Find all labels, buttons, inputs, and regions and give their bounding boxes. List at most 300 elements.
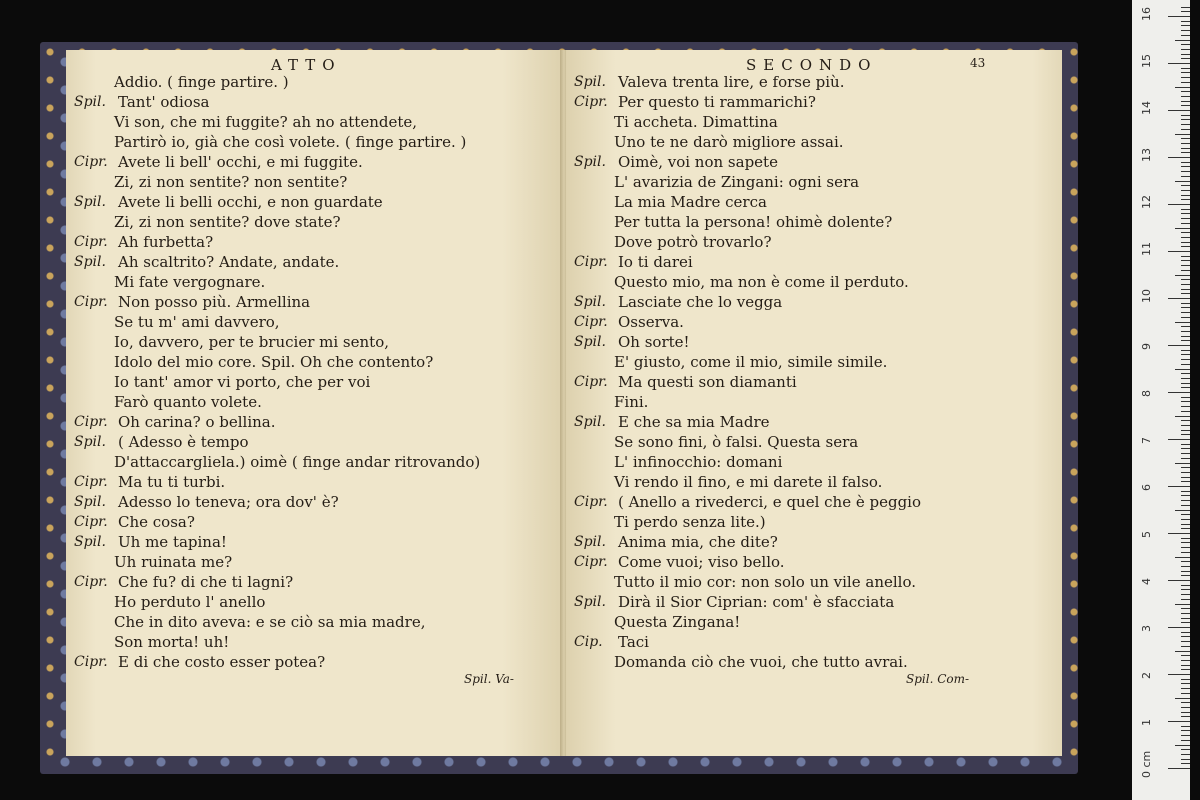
- ruler-label: 15: [1140, 54, 1153, 68]
- ruler-tick: [1181, 622, 1190, 623]
- speaker-name: Spil.: [74, 434, 106, 450]
- ruler-tick: [1168, 674, 1190, 675]
- ruler-tick: [1181, 730, 1190, 731]
- verse-text: Avete li belli occhi, e non guardate: [118, 193, 383, 211]
- text-line: [574, 432, 1044, 452]
- verse-text: Ma tu ti turbi.: [118, 473, 226, 491]
- ruler-tick: [1181, 91, 1190, 92]
- ruler-tick: [1181, 763, 1190, 764]
- verse-text: Se sono fini, ò falsi. Questa sera: [614, 433, 859, 451]
- verse-text: E di che costo esser potea?: [118, 653, 326, 671]
- verse-text: Io tant' amor vi porto, che per voi: [114, 373, 371, 391]
- ruler-tick: [1175, 463, 1190, 464]
- ruler-tick: [1181, 453, 1190, 454]
- verse-text: Oimè, voi non sapete: [618, 153, 778, 171]
- ruler-tick: [1181, 35, 1190, 36]
- ruler-tick: [1168, 533, 1190, 534]
- verse-text: Che cosa?: [118, 513, 195, 531]
- ruler-tick: [1181, 303, 1190, 304]
- text-line: [574, 632, 1044, 652]
- speaker-name: Cipr.: [574, 554, 608, 570]
- ruler-tick: [1168, 768, 1190, 769]
- text-line: [574, 532, 1044, 552]
- speaker-name: Cipr.: [74, 474, 108, 490]
- verse-text: D'attaccargliela.) oimè ( finge andar ritrovando): [114, 453, 481, 471]
- verse-text: Partirò io, già che così volete. ( finge partire. ): [114, 133, 467, 151]
- ruler-tick: [1181, 665, 1190, 666]
- ruler-label: 3: [1140, 625, 1153, 632]
- ruler-tick: [1181, 378, 1190, 379]
- ruler-tick: [1181, 707, 1190, 708]
- text-line: [74, 412, 544, 432]
- ruler-tick: [1181, 693, 1190, 694]
- ruler-tick: [1181, 213, 1190, 214]
- ruler-tick: [1181, 96, 1190, 97]
- ruler-tick: [1168, 110, 1190, 111]
- text-line: [74, 212, 544, 232]
- ruler-tick: [1181, 312, 1190, 313]
- ruler-tick: [1181, 54, 1190, 55]
- left-page: [66, 50, 562, 756]
- ruler-label: 14: [1140, 101, 1153, 115]
- ruler-tick: [1168, 580, 1190, 581]
- ruler-tick: [1181, 571, 1190, 572]
- ruler-tick: [1181, 542, 1190, 543]
- text-line: [574, 332, 1044, 352]
- speaker-name: Cipr.: [74, 154, 108, 170]
- ruler-tick: [1181, 11, 1190, 12]
- ruler-tick: [1181, 495, 1190, 496]
- text-line: [74, 272, 544, 292]
- verse-text: L' avarizia de Zingani: ogni sera: [614, 173, 860, 191]
- ruler-label: 9: [1140, 343, 1153, 350]
- speaker-name: Spil.: [74, 494, 106, 510]
- text-line: [574, 272, 1044, 292]
- ruler-tick: [1168, 298, 1190, 299]
- verse-text: Oh carina? o bellina.: [118, 413, 276, 431]
- text-line: [74, 572, 544, 592]
- verse-text: Ti accheta. Dimattina: [614, 113, 778, 131]
- ruler-tick: [1181, 148, 1190, 149]
- verse-text: La mia Madre cerca: [614, 193, 767, 211]
- verse-text: Vi son, che mi fuggite? ah no attendete,: [114, 113, 418, 131]
- ruler-tick: [1175, 510, 1190, 511]
- ruler-tick: [1181, 599, 1190, 600]
- ruler-label: 0 cm: [1140, 750, 1153, 778]
- ruler-tick: [1175, 275, 1190, 276]
- speaker-name: Spil.: [574, 334, 606, 350]
- measuring-ruler: [1132, 0, 1190, 800]
- ruler-tick: [1175, 416, 1190, 417]
- ruler-tick: [1175, 698, 1190, 699]
- speaker-name: Spil.: [74, 94, 106, 110]
- verse-text: Anima mia, che dite?: [618, 533, 778, 551]
- ruler-tick: [1181, 129, 1190, 130]
- ruler-tick: [1181, 364, 1190, 365]
- verse-text: Per questo ti rammarichi?: [618, 93, 816, 111]
- ruler-tick: [1181, 336, 1190, 337]
- ruler-tick: [1181, 726, 1190, 727]
- verse-text: Addio. ( finge partire. ): [114, 73, 289, 91]
- text-line: [574, 372, 1044, 392]
- ruler-tick: [1181, 660, 1190, 661]
- verse-text: Zi, zi non sentite? dove state?: [114, 213, 341, 231]
- verse-text: Non posso più. Armellina: [118, 293, 311, 311]
- ruler-tick: [1175, 557, 1190, 558]
- ruler-tick: [1181, 735, 1190, 736]
- ruler-tick: [1181, 232, 1190, 233]
- verse-text: Questo mio, ma non è come il perduto.: [614, 273, 909, 291]
- verse-text: ( Adesso è tempo: [118, 433, 249, 451]
- ruler-tick: [1181, 82, 1190, 83]
- ruler-tick: [1181, 176, 1190, 177]
- ruler-tick: [1181, 632, 1190, 633]
- speaker-name: Spil.: [74, 534, 106, 550]
- text-line: [74, 552, 544, 572]
- ruler-tick: [1181, 317, 1190, 318]
- ruler-tick: [1181, 44, 1190, 45]
- ruler-tick: [1181, 679, 1190, 680]
- speaker-name: Spil.: [574, 74, 606, 90]
- ruler-tick: [1175, 651, 1190, 652]
- ruler-tick: [1181, 49, 1190, 50]
- ruler-tick: [1181, 448, 1190, 449]
- text-line: [74, 292, 544, 312]
- verse-text: Tutto il mio cor: non solo un vile anello.: [614, 573, 916, 591]
- ruler-label: 1: [1140, 719, 1153, 726]
- ruler-tick: [1181, 613, 1190, 614]
- text-line: [574, 92, 1044, 112]
- verse-text: Valeva trenta lire, e forse più.: [618, 73, 845, 91]
- ruler-tick: [1181, 636, 1190, 637]
- ruler-tick: [1181, 712, 1190, 713]
- ruler-tick: [1181, 411, 1190, 412]
- verse-text: Farò quanto volete.: [114, 393, 262, 411]
- ruler-tick: [1181, 218, 1190, 219]
- speaker-name: Cipr.: [74, 514, 108, 530]
- speaker-name: Cipr.: [74, 414, 108, 430]
- text-line: [574, 132, 1044, 152]
- ruler-tick: [1181, 279, 1190, 280]
- verse-text: L' infinocchio: domani: [614, 453, 783, 471]
- text-line: [574, 412, 1044, 432]
- ruler-tick: [1181, 340, 1190, 341]
- text-line: [574, 452, 1044, 472]
- ruler-tick: [1181, 152, 1190, 153]
- ruler-tick: [1181, 477, 1190, 478]
- ruler-tick: [1181, 138, 1190, 139]
- ruler-tick: [1181, 58, 1190, 59]
- ruler-tick: [1181, 21, 1190, 22]
- text-line: [574, 252, 1044, 272]
- right-page: [566, 50, 1062, 756]
- ruler-tick: [1175, 134, 1190, 135]
- ruler-label: 4: [1140, 578, 1153, 585]
- ruler-tick: [1181, 434, 1190, 435]
- verse-text: Se tu m' ami davvero,: [114, 313, 280, 331]
- ruler-tick: [1181, 25, 1190, 26]
- ruler-tick: [1181, 655, 1190, 656]
- ruler-tick: [1181, 101, 1190, 102]
- ruler-tick: [1181, 119, 1190, 120]
- text-line: [574, 292, 1044, 312]
- ruler-tick: [1181, 759, 1190, 760]
- ruler-tick: [1181, 547, 1190, 548]
- verse-text: Tant' odiosa: [118, 93, 210, 111]
- ruler-tick: [1181, 195, 1190, 196]
- ruler-tick: [1175, 228, 1190, 229]
- speaker-name: Spil.: [574, 294, 606, 310]
- verse-text: Osserva.: [618, 313, 684, 331]
- ruler-tick: [1181, 589, 1190, 590]
- verse-text: Io, davvero, per te brucier mi sento,: [114, 333, 389, 351]
- text-line: [574, 572, 1044, 592]
- ruler-tick: [1181, 289, 1190, 290]
- verse-text: Ah scaltrito? Andate, andate.: [118, 253, 340, 271]
- ruler-tick: [1181, 326, 1190, 327]
- ruler-tick: [1181, 350, 1190, 351]
- ruler-tick: [1181, 749, 1190, 750]
- speaker-name: Spil.: [574, 154, 606, 170]
- running-header-right: SECONDO: [746, 56, 878, 74]
- ruler-tick: [1181, 702, 1190, 703]
- speaker-name: Cipr.: [74, 294, 108, 310]
- ruler-tick: [1175, 87, 1190, 88]
- ruler-tick: [1181, 754, 1190, 755]
- ruler-tick: [1175, 369, 1190, 370]
- ruler-tick: [1181, 223, 1190, 224]
- text-line: [574, 212, 1044, 232]
- running-header-left: ATTO: [271, 56, 342, 74]
- ruler-tick: [1181, 561, 1190, 562]
- text-line: [74, 112, 544, 132]
- text-line: [74, 612, 544, 632]
- text-line: [74, 232, 544, 252]
- ruler-label: 11: [1140, 242, 1153, 256]
- speaker-name: Cipr.: [74, 574, 108, 590]
- verse-text: Uh ruinata me?: [114, 553, 233, 571]
- ruler-tick: [1181, 30, 1190, 31]
- ruler-tick: [1181, 387, 1190, 388]
- verse-text: Taci: [618, 633, 649, 651]
- verse-text: E' giusto, come il mio, simile simile.: [614, 353, 888, 371]
- text-line: [74, 192, 544, 212]
- ruler-tick: [1181, 115, 1190, 116]
- verse-text: Mi fate vergognare.: [114, 273, 266, 291]
- ruler-tick: [1168, 721, 1190, 722]
- ruler-tick: [1181, 472, 1190, 473]
- ruler-tick: [1181, 683, 1190, 684]
- ruler-tick: [1181, 566, 1190, 567]
- verse-text: Idolo del mio core. Spil. Oh che contento?: [114, 353, 434, 371]
- ruler-tick: [1175, 40, 1190, 41]
- ruler-tick: [1181, 209, 1190, 210]
- text-line: [574, 492, 1044, 512]
- ruler-tick: [1181, 171, 1190, 172]
- ruler-tick: [1181, 552, 1190, 553]
- ruler-tick: [1181, 740, 1190, 741]
- text-line: [74, 152, 544, 172]
- ruler-tick: [1181, 373, 1190, 374]
- verse-text: Lasciate che lo vegga: [618, 293, 783, 311]
- text-line: [574, 612, 1044, 632]
- verse-text: E che sa mia Madre: [618, 413, 770, 431]
- verse-text: Che fu? di che ti lagni?: [118, 573, 294, 591]
- text-line: [74, 312, 544, 332]
- page-number: 43: [970, 56, 986, 70]
- text-line: [574, 112, 1044, 132]
- ruler-tick: [1181, 237, 1190, 238]
- text-line: [574, 552, 1044, 572]
- ruler-tick: [1181, 331, 1190, 332]
- ruler-tick: [1181, 199, 1190, 200]
- speaker-name: Cipr.: [574, 494, 608, 510]
- ruler-tick: [1181, 528, 1190, 529]
- text-line: [74, 372, 544, 392]
- verse-text: Avete li bell' occhi, e mi fuggite.: [118, 153, 363, 171]
- ruler-tick: [1168, 16, 1190, 17]
- ruler-tick: [1181, 425, 1190, 426]
- text-line: [74, 532, 544, 552]
- ruler-tick: [1181, 242, 1190, 243]
- ruler-tick: [1168, 157, 1190, 158]
- ruler-tick: [1181, 500, 1190, 501]
- ruler-tick: [1181, 406, 1190, 407]
- ruler-tick: [1181, 401, 1190, 402]
- ruler-tick: [1181, 190, 1190, 191]
- text-line: [574, 172, 1044, 192]
- ruler-tick: [1181, 716, 1190, 717]
- ruler-tick: [1181, 162, 1190, 163]
- ruler-tick: [1168, 627, 1190, 628]
- ruler-tick: [1181, 256, 1190, 257]
- verse-text: Ti perdo senza lite.): [614, 513, 766, 531]
- ruler-tick: [1181, 594, 1190, 595]
- ruler-tick: [1181, 72, 1190, 73]
- text-line: [74, 252, 544, 272]
- ruler-tick: [1168, 392, 1190, 393]
- ruler-tick: [1181, 265, 1190, 266]
- ruler-tick: [1181, 618, 1190, 619]
- verse-text: Come vuoi; viso bello.: [618, 553, 785, 571]
- ruler-tick: [1181, 608, 1190, 609]
- text-line: [574, 592, 1044, 612]
- ruler-tick: [1181, 669, 1190, 670]
- speaker-name: Spil.: [574, 534, 606, 550]
- verse-text: Adesso lo teneva; ora dov' è?: [118, 493, 339, 511]
- ruler-tick: [1181, 524, 1190, 525]
- ruler-tick: [1181, 105, 1190, 106]
- ruler-tick: [1181, 7, 1190, 8]
- text-line: [74, 652, 544, 672]
- text-line: [74, 432, 544, 452]
- text-line: [74, 392, 544, 412]
- text-line: [74, 452, 544, 472]
- text-line: [574, 352, 1044, 372]
- speaker-name: Cipr.: [574, 374, 608, 390]
- text-line: [574, 152, 1044, 172]
- ruler-tick: [1175, 604, 1190, 605]
- ruler-tick: [1181, 359, 1190, 360]
- ruler-tick: [1181, 383, 1190, 384]
- verse-text: Questa Zingana!: [614, 613, 741, 631]
- speaker-name: Cipr.: [74, 654, 108, 670]
- ruler-tick: [1175, 322, 1190, 323]
- ruler-tick: [1181, 467, 1190, 468]
- ruler-tick: [1181, 575, 1190, 576]
- ruler-tick: [1181, 397, 1190, 398]
- verse-text: Domanda ciò che vuoi, che tutto avrai.: [614, 653, 908, 671]
- ruler-tick: [1181, 354, 1190, 355]
- text-line: [74, 492, 544, 512]
- ruler-label: 16: [1140, 7, 1153, 21]
- text-line: [74, 632, 544, 652]
- text-line: [74, 512, 544, 532]
- ruler-tick: [1181, 246, 1190, 247]
- catchword-left: Spil. Va-: [464, 672, 514, 686]
- ruler-label: 8: [1140, 390, 1153, 397]
- speaker-name: Spil.: [574, 414, 606, 430]
- ruler-tick: [1181, 481, 1190, 482]
- text-line: [574, 232, 1044, 252]
- speaker-name: Spil.: [74, 254, 106, 270]
- verse-text: ( Anello a rivederci, e quel che è peggio: [618, 493, 922, 511]
- ruler-tick: [1181, 270, 1190, 271]
- text-line: [74, 472, 544, 492]
- ruler-tick: [1181, 166, 1190, 167]
- verse-text: Dove potrò trovarlo?: [614, 233, 772, 251]
- ruler-tick: [1181, 185, 1190, 186]
- speaker-name: Cipr.: [574, 94, 608, 110]
- ruler-tick: [1181, 646, 1190, 647]
- ruler-tick: [1181, 491, 1190, 492]
- ruler-tick: [1181, 77, 1190, 78]
- verse-text: Uh me tapina!: [118, 533, 227, 551]
- text-line: [74, 352, 544, 372]
- ruler-tick: [1181, 284, 1190, 285]
- verse-text: Io ti darei: [618, 253, 693, 271]
- verse-text: Che in dito aveva: e se ciò sa mia madre,: [114, 613, 426, 631]
- text-line: [574, 652, 1044, 672]
- ruler-tick: [1168, 486, 1190, 487]
- ruler-tick: [1181, 519, 1190, 520]
- verse-text: Ah furbetta?: [118, 233, 214, 251]
- verse-text: Per tutta la persona! ohimè dolente?: [614, 213, 893, 231]
- ruler-tick: [1181, 444, 1190, 445]
- speaker-name: Spil.: [574, 594, 606, 610]
- text-line: [574, 472, 1044, 492]
- verse-text: Vi rendo il fino, e mi darete il falso.: [614, 473, 883, 491]
- speaker-name: Spil.: [74, 194, 106, 210]
- ruler-tick: [1181, 307, 1190, 308]
- text-line: [74, 92, 544, 112]
- verse-text: Uno te ne darò migliore assai.: [614, 133, 844, 151]
- ruler-tick: [1181, 420, 1190, 421]
- text-line: [74, 132, 544, 152]
- text-line: [574, 72, 1044, 92]
- ruler-tick: [1181, 293, 1190, 294]
- ruler-tick: [1181, 585, 1190, 586]
- ruler-tick: [1181, 641, 1190, 642]
- text-line: [574, 312, 1044, 332]
- ruler-tick: [1181, 688, 1190, 689]
- ruler-tick: [1168, 63, 1190, 64]
- ruler-tick: [1168, 204, 1190, 205]
- text-line: [74, 332, 544, 352]
- ruler-tick: [1181, 68, 1190, 69]
- ruler-tick: [1181, 505, 1190, 506]
- verse-text: Son morta! uh!: [114, 633, 230, 651]
